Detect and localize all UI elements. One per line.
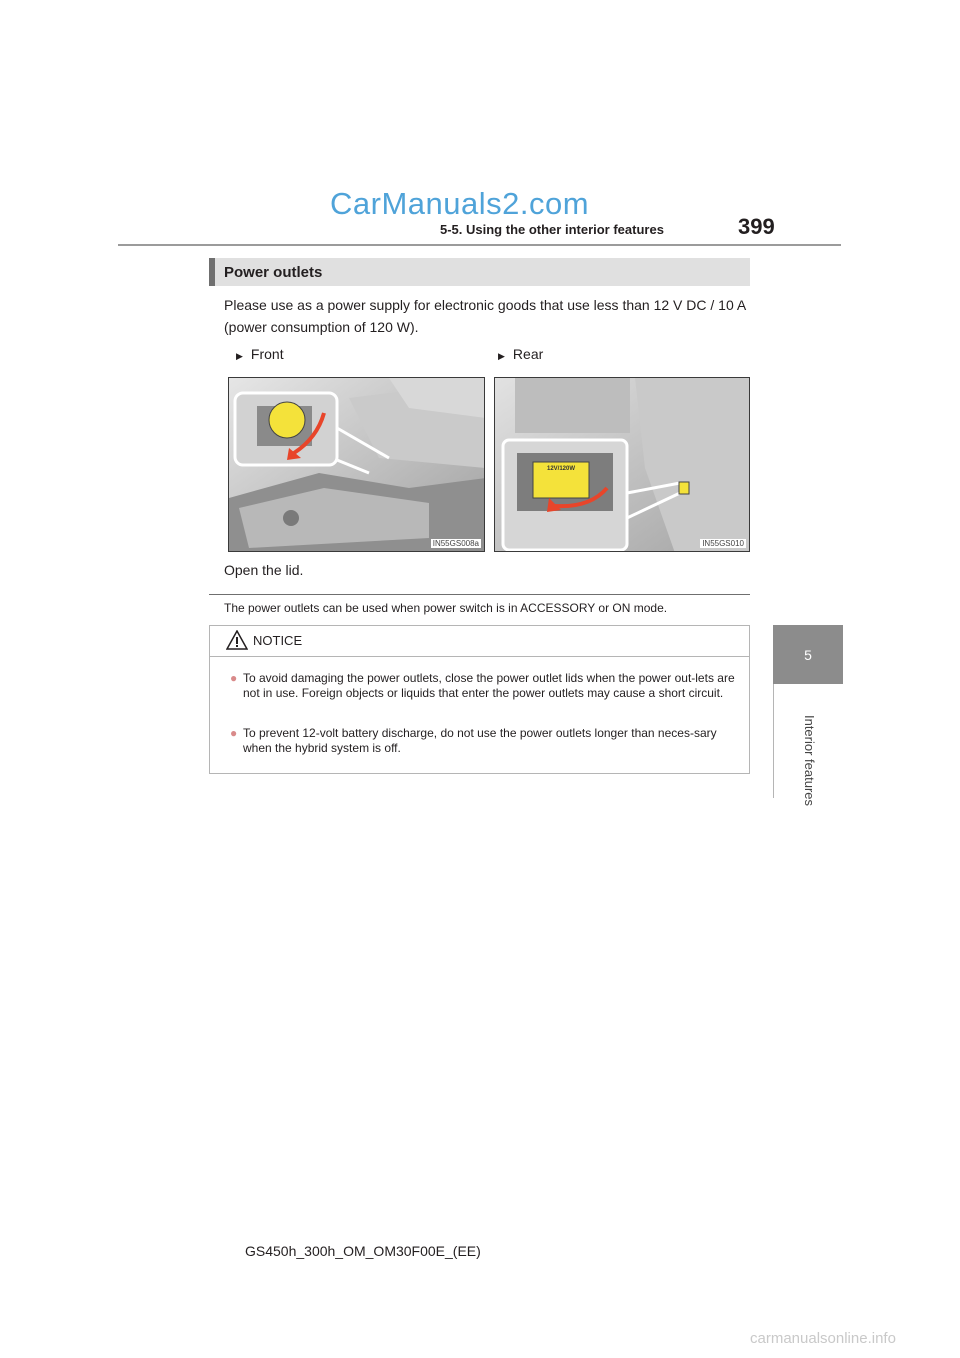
watermark-footer: carmanualsonline.info [750, 1330, 896, 1347]
front-outlet-illustration [228, 377, 485, 552]
notice-title: NOTICE [253, 633, 303, 648]
chapter-number: 5 [804, 646, 812, 663]
rear-label: ▶ Rear [498, 346, 544, 362]
triangle-right-icon: ▶ [236, 351, 243, 361]
chapter-tab [773, 625, 843, 684]
triangle-right-icon: ▶ [498, 351, 505, 361]
notice-divider [209, 656, 750, 657]
notice-item: ● To prevent 12-volt battery discharge, do not use the power outlets longer than neces-sary when the hybrid system is off. [230, 726, 717, 755]
document-code: GS450h_300h_OM_OM30F00E_(EE) [245, 1243, 481, 1259]
rear-console-drawing [495, 378, 750, 552]
rear-cap-label: 12V/120W [546, 466, 576, 472]
page-number: 399 [738, 214, 775, 239]
section-title: Power outlets [224, 264, 323, 281]
front-image-code: IN55GS008a [432, 539, 479, 548]
note-text: The power outlets can be used when power switch is in ACCESSORY or ON mode. [224, 601, 668, 615]
intro-paragraph: Please use as a power supply for electronic goods that use less than 12 V DC / 10 A (power consumption of 120 W). [224, 297, 746, 335]
header-section-title: 5-5. Using the other interior features [440, 222, 664, 237]
instruction-text: Open the lid. [224, 562, 304, 578]
rear-outlet-illustration [494, 377, 750, 552]
rear-image-code: IN55GS010 [702, 539, 744, 548]
notice-item: ● To avoid damaging the power outlets, close the power outlet lids when the power out-lets are not in use. Foreign objects or liquids that enter the power outlets may cause a short circuit. [230, 671, 735, 700]
front-label: ▶ Front [236, 346, 284, 362]
chapter-label: Interior features [802, 714, 818, 806]
bullet-dot-icon: ● [230, 671, 238, 685]
bullet-dot-icon: ● [230, 726, 238, 740]
watermark-logo: CarManuals2.com [330, 186, 590, 221]
header-divider [118, 244, 841, 246]
note-divider [209, 594, 750, 595]
warning-triangle-icon [226, 630, 248, 655]
front-console-drawing [229, 378, 485, 552]
